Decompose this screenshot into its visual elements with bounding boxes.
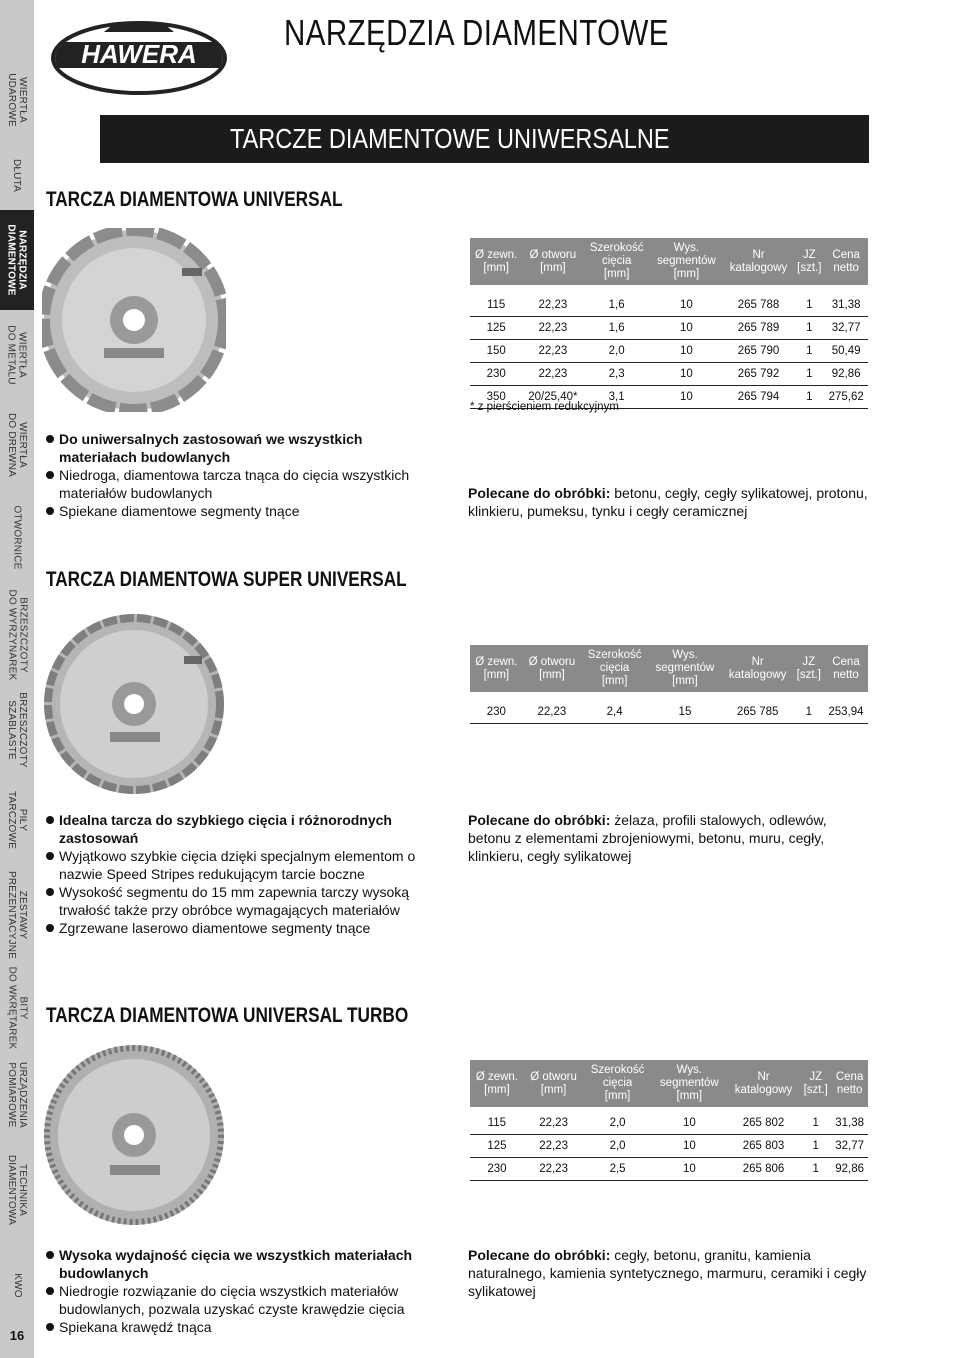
cell: 265 802 <box>727 1112 800 1135</box>
cell: 10 <box>652 1112 727 1135</box>
sidebar-tab-label: DŁUTA <box>11 158 23 192</box>
cell: 22,23 <box>522 363 583 386</box>
sidebar-tab-kwo[interactable] <box>0 1260 34 1310</box>
cell: 10 <box>652 1158 727 1181</box>
cell: 22,23 <box>524 1135 584 1158</box>
cell: 265 789 <box>723 317 794 340</box>
cell: 125 <box>470 1135 524 1158</box>
disc-universal-turbo-image <box>42 1043 226 1227</box>
table-row <box>470 317 868 340</box>
sidebar-tab-label: URZĄDZENIA POMIAROWE <box>6 1062 28 1128</box>
cell: 265 790 <box>723 340 794 363</box>
disc-universal-image <box>42 228 226 412</box>
table-row <box>470 1158 868 1181</box>
col-header: Nr katalogowy <box>722 645 794 692</box>
list-item: Do uniwersalnych zastosowań we wszystkich materiałach budowlanych <box>46 430 426 466</box>
page-title: NARZĘDZIA DIAMENTOWE <box>284 12 669 53</box>
cell: 115 <box>470 1112 524 1135</box>
sidebar-tab-wiertla-do-drewna[interactable] <box>0 400 34 490</box>
sidebar-tab-label: ZESTAWY PREZENTACYJNE <box>6 871 29 959</box>
sidebar-tab-label: PIŁY TARCZOWE <box>6 790 29 850</box>
cell: 22,23 <box>523 701 581 724</box>
col-header: Szerokość cięcia [mm] <box>583 1060 651 1107</box>
recommend-label: Polecane do obróbki: <box>468 812 611 828</box>
spec-table-universal <box>470 238 868 409</box>
cell: 1 <box>794 363 824 386</box>
col-header: Nr katalogowy <box>727 1060 800 1107</box>
cell: 10 <box>652 1135 727 1158</box>
spec-table-super-universal <box>470 645 868 724</box>
table-row <box>470 1135 868 1158</box>
recommend-text: cegły, betonu, granitu, kamienia naturalnego, kamienia syntetycznego, marmuru, ceramiki i cegły sylikatowej <box>468 1247 867 1299</box>
table-header-row <box>470 1060 868 1107</box>
cell: 1 <box>794 701 824 724</box>
hawera-logo <box>44 18 234 98</box>
sidebar-tab-label: OTWORNICE <box>11 505 23 570</box>
col-header: Wys. segmentów [mm] <box>648 645 722 692</box>
col-header: Cena netto <box>824 645 868 692</box>
cell: 265 788 <box>723 294 794 317</box>
sidebar-tab-wiertla-do-metalu[interactable] <box>0 310 34 400</box>
cell: 2,4 <box>581 701 648 724</box>
sidebar-tab-label: WIERTŁA UDAROWE <box>6 73 28 127</box>
list-item: Niedrogie rozwiązanie do cięcia wszystkich materiałów budowlanych, pozwala uzyskać czyste krawędzie cięcia <box>46 1282 426 1318</box>
col-header: Cena netto <box>831 1060 868 1107</box>
col-header: Ø otworu [mm] <box>523 645 581 692</box>
cell: 350 <box>470 386 522 409</box>
recommend-text: betonu, cegły, cegły sylikatowej, protonu, klinkieru, pumeksu, tynku i cegły ceramicznej <box>468 485 868 519</box>
col-header: Wys. segmentów [mm] <box>652 1060 727 1107</box>
cell: 265 785 <box>722 701 794 724</box>
cell: 92,86 <box>831 1158 868 1181</box>
sidebar-tab-label: KWO <box>11 1272 23 1298</box>
cell: 1,6 <box>583 294 650 317</box>
recommended-use-universal-turbo <box>468 1246 868 1300</box>
cell: 1 <box>794 386 824 409</box>
sidebar-tab-label: WIERTŁA DO DREWNA <box>6 412 28 478</box>
table-row <box>470 701 868 724</box>
cell: 2,0 <box>583 340 650 363</box>
cell: 125 <box>470 317 522 340</box>
section-title-universal: TARCZA DIAMENTOWA UNIVERSAL <box>46 188 343 211</box>
sidebar-tab-zestawy-prezentacyjne[interactable] <box>0 865 34 965</box>
sidebar-tab-label: NARZĘDZIA DIAMENTOWE <box>6 224 29 296</box>
col-header: JZ [szt.] <box>794 238 824 285</box>
cell: 22,23 <box>522 294 583 317</box>
cell: 1 <box>794 294 824 317</box>
col-header: JZ [szt.] <box>800 1060 831 1107</box>
cell: 253,94 <box>824 701 868 724</box>
list-item: Wysokość segmentu do 15 mm zapewnia tarczy wysoką trwałość także przy obróbce wymagających materiałów <box>46 883 426 919</box>
col-header: Nr katalogowy <box>723 238 794 285</box>
cell: 230 <box>470 701 523 724</box>
table-footnote: * z pierścieniem redukcyjnym <box>470 401 619 413</box>
cell: 2,5 <box>583 1158 651 1181</box>
svg-text:HAWERA: HAWERA <box>81 39 197 69</box>
banner-text: TARCZE DIAMENTOWE UNIWERSALNE <box>230 123 670 154</box>
sidebar-tab-narzedzia-diamentowe[interactable] <box>0 210 34 310</box>
sidebar-tab-label: BRZESZCZOTY SZABLASTE <box>6 692 29 768</box>
disc-super-universal-image <box>42 612 226 796</box>
sidebar-tab-brzeszczoty-szablaste[interactable] <box>0 685 34 775</box>
cell: 10 <box>650 294 723 317</box>
table-row <box>470 294 868 317</box>
cell: 22,23 <box>522 317 583 340</box>
page-number: 16 <box>9 1328 25 1343</box>
cell: 265 803 <box>727 1135 800 1158</box>
sidebar-tab-pily-tarczowe[interactable] <box>0 775 34 865</box>
sidebar-tab-otwornice[interactable] <box>0 490 34 585</box>
section-title-super-universal: TARCZA DIAMENTOWA SUPER UNIVERSAL <box>46 568 407 591</box>
cell: 20/25,40* <box>522 386 583 409</box>
category-banner <box>100 115 869 163</box>
col-header: Szerokość cięcia [mm] <box>581 645 648 692</box>
col-header: JZ [szt.] <box>794 645 824 692</box>
cell: 1 <box>800 1112 831 1135</box>
sidebar-tab-dluta[interactable] <box>0 140 34 210</box>
col-header: Ø zewn. [mm] <box>470 238 522 285</box>
sidebar-tab-wiertla-udarowe[interactable] <box>0 60 34 140</box>
section-title-universal-turbo: TARCZA DIAMENTOWA UNIVERSAL TURBO <box>46 1004 409 1027</box>
cell: 31,38 <box>831 1112 868 1135</box>
sidebar-tab-label: WIERTŁA DO METALU <box>6 325 28 385</box>
recommend-label: Polecane do obróbki: <box>468 1247 611 1263</box>
table-row <box>470 340 868 363</box>
list-item: Niedroga, diamentowa tarcza tnąca do cięcia wszystkich materiałów budowlanych <box>46 466 426 502</box>
cell: 22,23 <box>522 340 583 363</box>
list-item: Wysoka wydajność cięcia we wszystkich materiałach budowlanych <box>46 1246 426 1282</box>
cell: 275,62 <box>824 386 868 409</box>
cell: 115 <box>470 294 522 317</box>
recommended-use-universal <box>468 484 868 520</box>
feature-list-super-universal <box>46 811 426 937</box>
sidebar-tab-label: BRZESZCZOTY DO WYRZYNAREK <box>6 589 29 681</box>
col-header: Cena netto <box>824 238 868 285</box>
list-item: Wyjątkowo szybkie cięcia dzięki specjalnym elementom o nazwie Speed Stripes redukującym tarcie boczne <box>46 847 426 883</box>
cell: 150 <box>470 340 522 363</box>
recommended-use-super-universal <box>468 811 868 865</box>
sidebar-tab-label: TECHNIKA DIAMENTOWA <box>6 1154 28 1226</box>
cell: 31,38 <box>824 294 868 317</box>
cell: 10 <box>650 363 723 386</box>
cell: 50,49 <box>824 340 868 363</box>
sidebar-tab-bity-do-wkretarek[interactable] <box>0 965 34 1050</box>
cell: 1 <box>794 317 824 340</box>
cell: 22,23 <box>524 1112 584 1135</box>
category-sidebar <box>0 0 34 1358</box>
table-header-row <box>470 238 868 285</box>
col-header: Wys. segmentów [mm] <box>650 238 723 285</box>
recommend-text: żelaza, profili stalowych, odlewów, betonu z elementami zbrojeniowymi, betonu, muru, cegły, klinkieru, cegły sylikatowej <box>468 812 827 864</box>
list-item: Zgrzewane laserowo diamentowe segmenty tnące <box>46 919 426 937</box>
list-item: Spiekane diamentowe segmenty tnące <box>46 502 426 520</box>
cell: 2,0 <box>583 1135 651 1158</box>
list-item: Spiekana krawędź tnąca <box>46 1318 426 1336</box>
cell: 10 <box>650 317 723 340</box>
cell: 1 <box>800 1135 831 1158</box>
cell: 22,23 <box>524 1158 584 1181</box>
cell: 2,0 <box>583 1112 651 1135</box>
col-header: Ø zewn. [mm] <box>470 645 523 692</box>
cell: 32,77 <box>824 317 868 340</box>
col-header: Ø otworu [mm] <box>524 1060 584 1107</box>
col-header: Ø otworu [mm] <box>522 238 583 285</box>
sidebar-tab-technika-diamentowa[interactable] <box>0 1140 34 1240</box>
cell: 265 806 <box>727 1158 800 1181</box>
cell: 1,6 <box>583 317 650 340</box>
cell: 265 794 <box>723 386 794 409</box>
cell: 32,77 <box>831 1135 868 1158</box>
feature-list-universal-turbo <box>46 1246 426 1336</box>
table-row <box>470 363 868 386</box>
recommend-label: Polecane do obróbki: <box>468 485 611 501</box>
cell: 15 <box>648 701 722 724</box>
cell: 1 <box>800 1158 831 1181</box>
cell: 230 <box>470 363 522 386</box>
table-row <box>470 1112 868 1135</box>
cell: 2,3 <box>583 363 650 386</box>
cell: 230 <box>470 1158 524 1181</box>
col-header: Ø zewn. [mm] <box>470 1060 524 1107</box>
cell: 3,1 <box>583 386 650 409</box>
spec-table-universal-turbo <box>470 1060 868 1181</box>
cell: 92,86 <box>824 363 868 386</box>
sidebar-tab-urzadzenia-pomiarowe[interactable] <box>0 1050 34 1140</box>
feature-list-universal <box>46 430 426 520</box>
cell: 10 <box>650 386 723 409</box>
list-item: Idealna tarcza do szybkiego cięcia i różnorodnych zastosowań <box>46 811 426 847</box>
cell: 10 <box>650 340 723 363</box>
table-header-row <box>470 645 868 692</box>
cell: 1 <box>794 340 824 363</box>
sidebar-tab-label: BITY DO WKRĘTAREK <box>6 966 28 1049</box>
col-header: Szerokość cięcia [mm] <box>583 238 650 285</box>
sidebar-tab-brzeszczoty-do-wyrzynarek[interactable] <box>0 585 34 685</box>
cell: 265 792 <box>723 363 794 386</box>
